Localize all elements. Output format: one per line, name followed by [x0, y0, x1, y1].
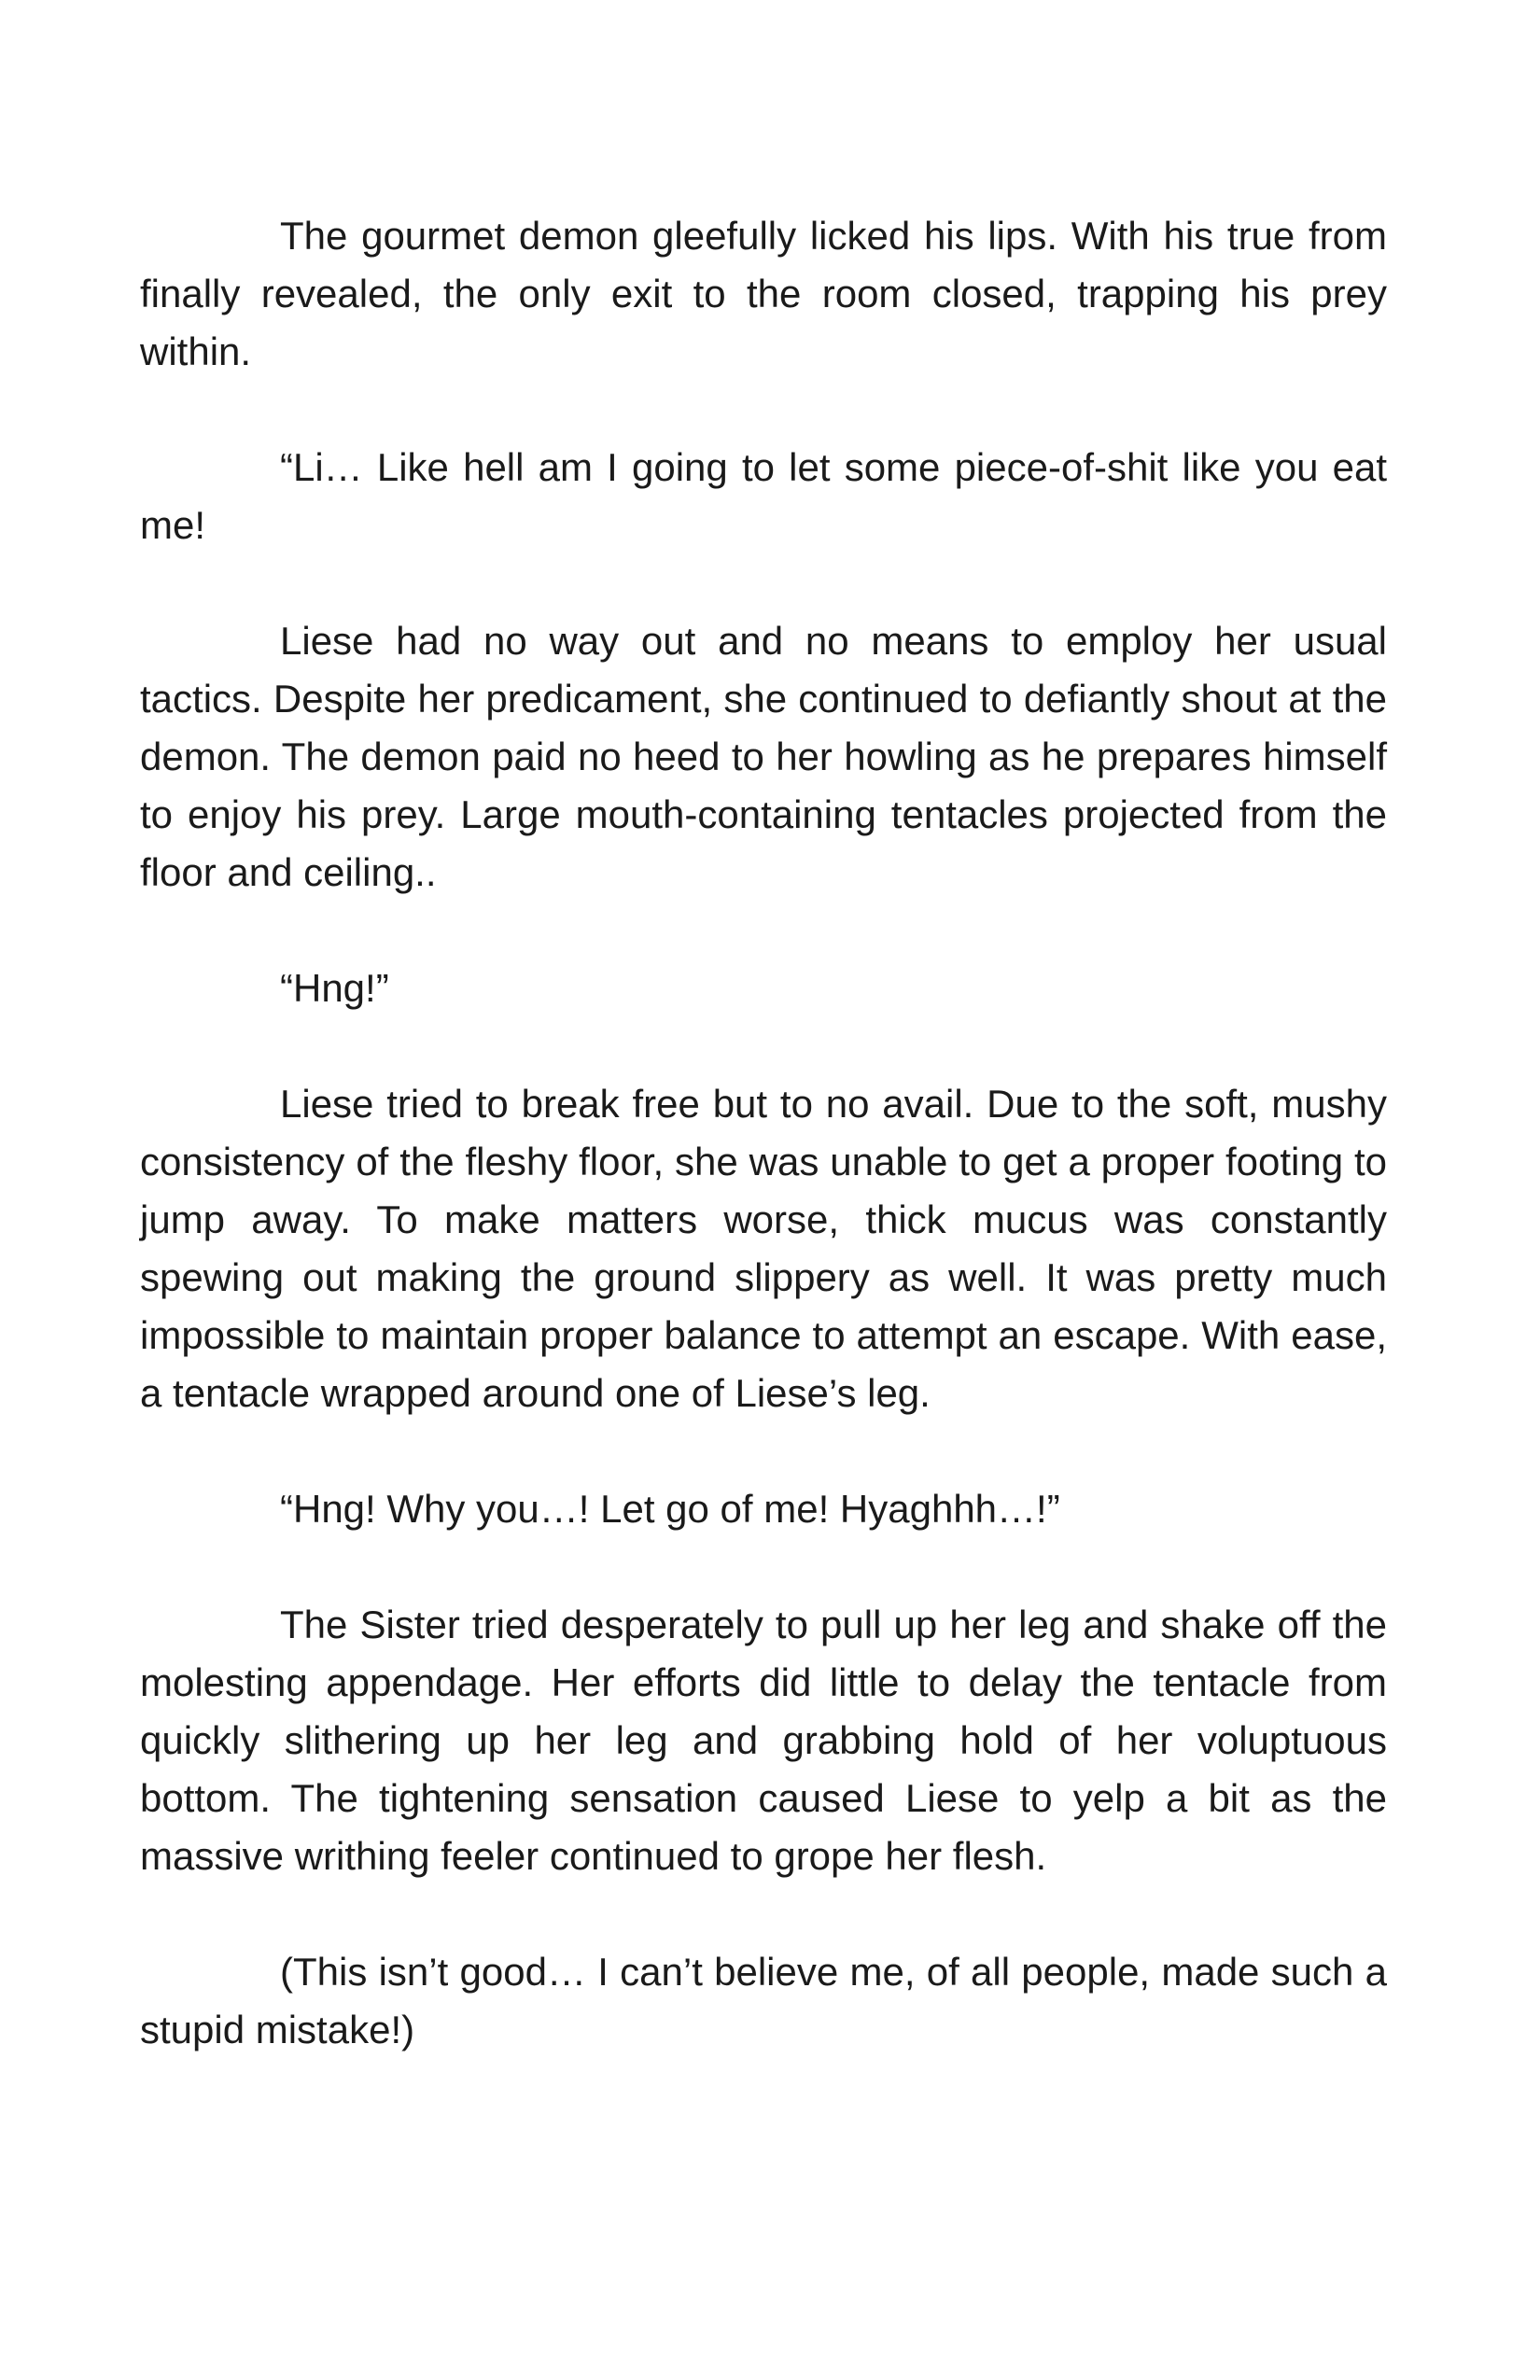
paragraph: Liese had no way out and no means to employ her usual tactics. Despite her predicament, she continued to defiantly shout at the demon. The demon paid no heed to her howling as he prepares himself to enjoy his prey. Large mouth-containing tentacles projected from the floor and ceiling.. [140, 619, 1387, 894]
paragraph: “Hng!” [280, 966, 389, 1010]
paragraph: “Li… Like hell am I going to let some piece-of-shit like you eat me! [140, 445, 1387, 547]
paragraph: Liese tried to break free but to no avail. Due to the soft, mushy consistency of the fleshy floor, she was unable to get a proper footing to jump away. To make matters worse, thick mucus was constantly spewing out making the ground slippery as well. It was pretty much impossible to maintain proper balance to attempt an escape. With ease, a tentacle wrapped around one of Liese’s leg. [140, 1082, 1387, 1415]
paragraph: The Sister tried desperately to pull up her leg and shake off the molesting appendage. Her efforts did little to delay the tentacle from quickly slithering up her leg and grabbing hold of her voluptuous bottom. The tightening sensation caused Liese to yelp a bit as the massive writhing feeler continued to grope her flesh. [140, 1603, 1387, 1878]
paragraph: “Hng! Why you…! Let go of me! Hyaghhh…!” [280, 1487, 1060, 1531]
body-text [140, 207, 1387, 2059]
paragraph: The gourmet demon gleefully licked his lips. With his true from finally revealed, the only exit to the room closed, trapping his prey within. [140, 214, 1387, 373]
paragraph: (This isn’t good… I can’t believe me, of all people, made such a stupid mistake!) [140, 1950, 1387, 2051]
